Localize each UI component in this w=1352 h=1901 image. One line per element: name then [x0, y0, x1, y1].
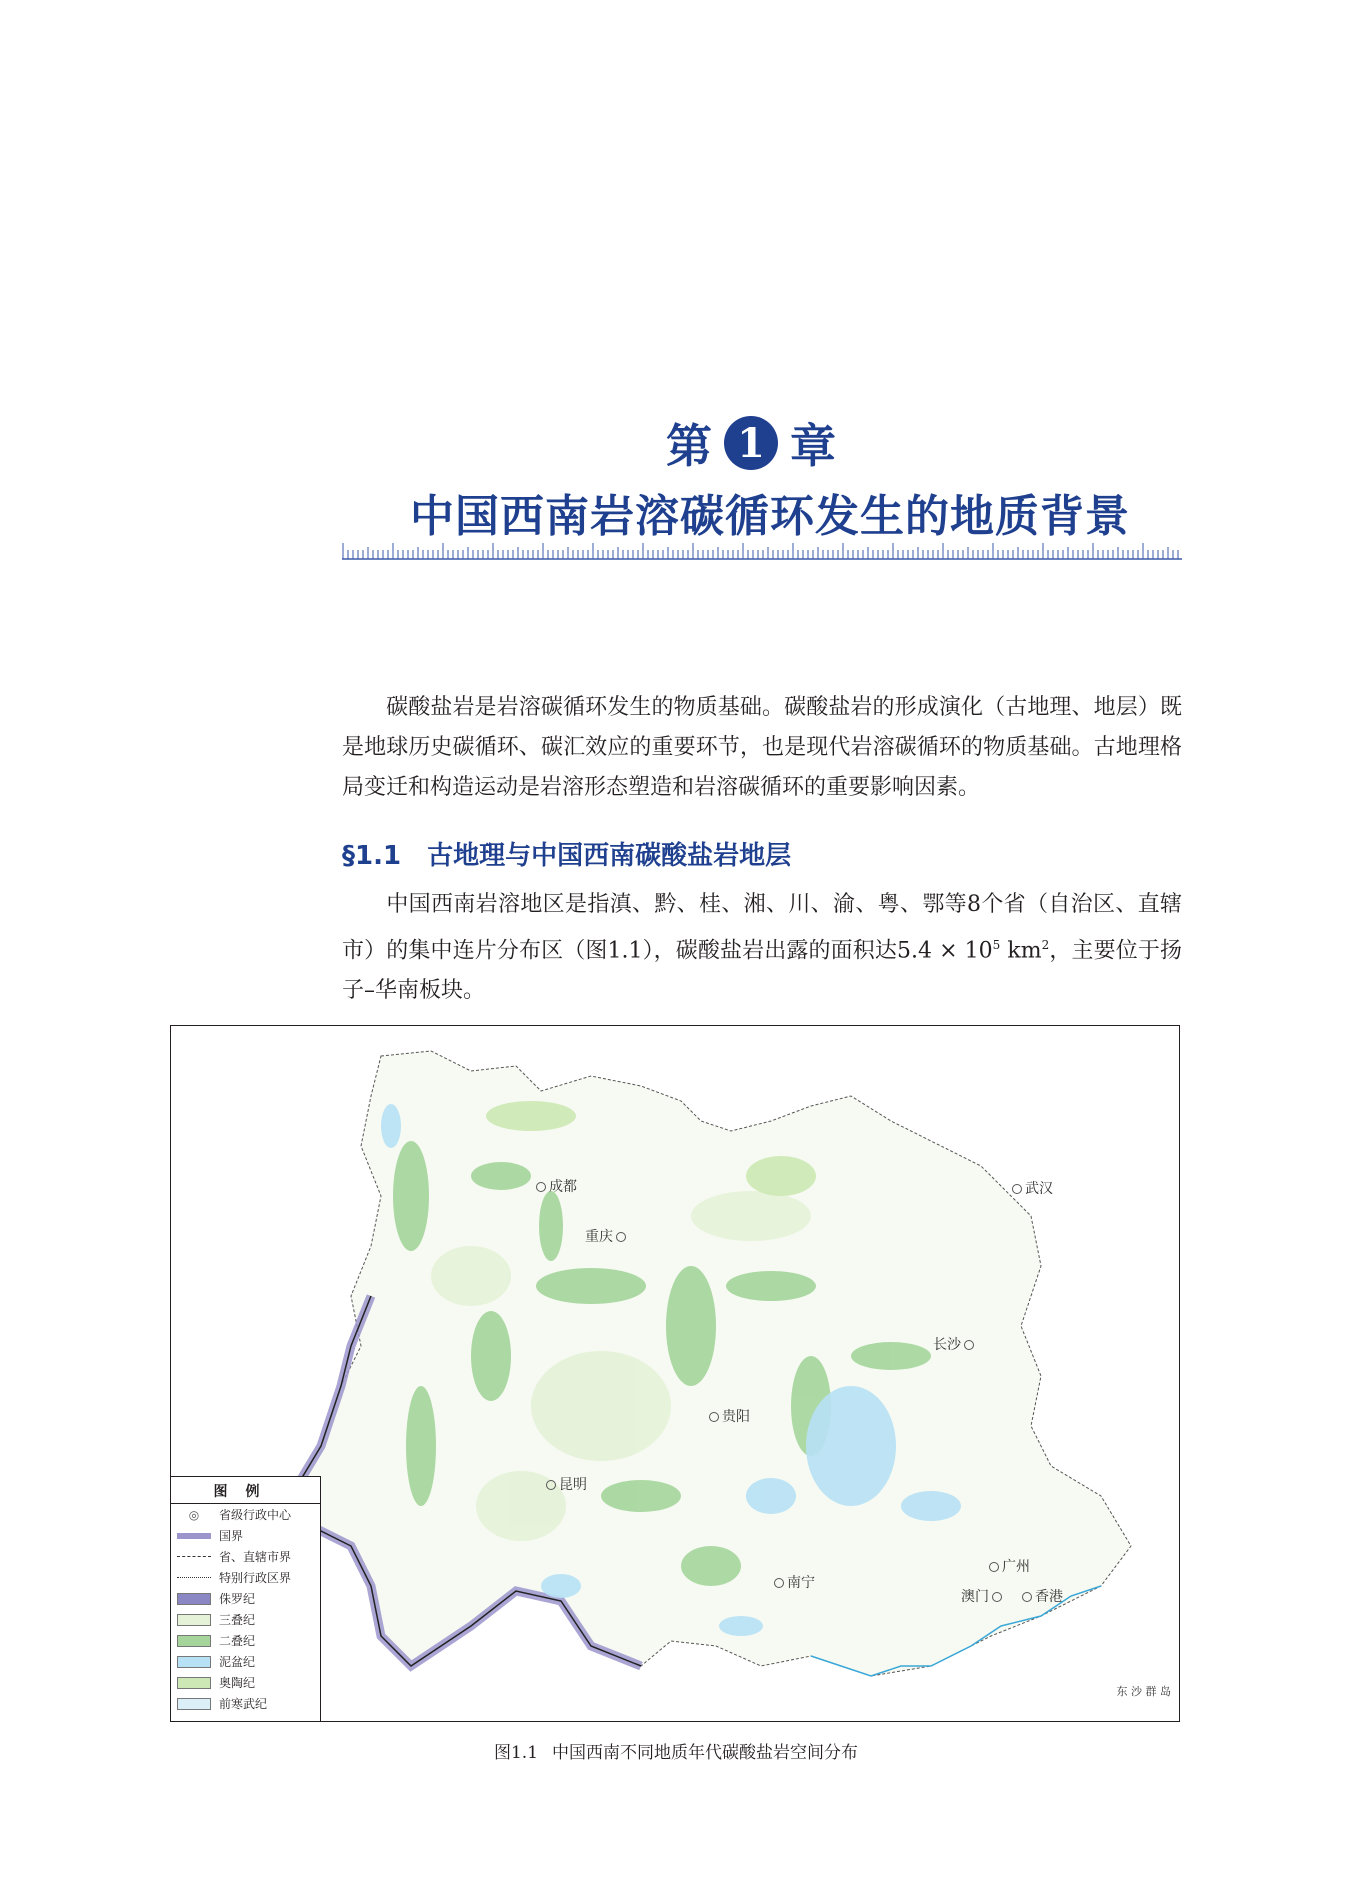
chapter-number — [0, 410, 1352, 476]
legend-item: ◎ 省级行政中心 — [188, 1507, 292, 1522]
legend-item: 三叠纪 — [171, 1609, 320, 1630]
city-hongkong: 香港 — [1019, 1586, 1063, 1606]
city-guiyang: 贵阳 — [706, 1406, 750, 1426]
section-title: 古地理与中国西南碳酸盐岩地层 — [427, 841, 792, 871]
intro-paragraph: 碳酸盐岩是岩溶碳循环发生的物质基础。碳酸盐岩的形成演化（古地理、地层）既是地球历史碳循环、碳汇效应的重要环节，也是现代岩溶碳循环的物质基础。古地理格局变迁和构造运动是岩溶形态塑造和岩溶碳循环的重要影响因素。 — [342, 695, 1182, 800]
legend-item: 特别行政区界 — [171, 1567, 320, 1588]
dongsha-islands-label: 东 沙 群 岛 — [1116, 1685, 1171, 1698]
city-wuhan: 武汉 — [1009, 1178, 1053, 1198]
figure-caption — [0, 1738, 1352, 1763]
section-heading — [342, 835, 791, 872]
title-ruler — [342, 542, 1182, 560]
map-canvas — [171, 1026, 1180, 1722]
legend-item: 国界 — [171, 1525, 320, 1546]
city-macau: 澳门 — [961, 1586, 1005, 1606]
chapter-title: 中国西南岩溶碳循环发生的地质背景 — [410, 491, 1130, 542]
chapter-prefix: 第 — [666, 419, 712, 473]
caption-text: 中国西南不同地质年代碳酸盐岩空间分布 — [552, 1743, 859, 1763]
city-kunming: 昆明 — [543, 1474, 587, 1494]
map-legend — [171, 1476, 321, 1721]
section-number: §1.1 — [342, 841, 402, 871]
city-chengdu: 成都 — [533, 1176, 577, 1196]
karst-map-figure — [170, 1025, 1180, 1722]
legend-item: 泥盆纪 — [171, 1651, 320, 1672]
city-chongqing: 重庆 — [585, 1226, 629, 1246]
city-guangzhou: 广州 — [986, 1556, 1030, 1576]
legend-item: 奥陶纪 — [171, 1672, 320, 1693]
chapter-suffix: 章 — [790, 419, 836, 473]
legend-item: 侏罗纪 — [171, 1588, 320, 1609]
city-nanning: 南宁 — [771, 1572, 815, 1592]
caption-number: 图1.1 — [493, 1743, 539, 1763]
legend-item: 前寒武纪 — [171, 1693, 320, 1714]
city-changsha: 长沙 — [933, 1334, 977, 1354]
legend-item: 省、直辖市界 — [171, 1546, 320, 1567]
chapter-number-badge: 1 — [724, 416, 778, 470]
section-paragraph: 中国西南岩溶地区是指滇、黔、桂、湘、川、渝、粤、鄂等8个省（自治区、直辖市）的集中连片分布区（图1.1），碳酸盐岩出露的面积达$5.4 \times 10^5$ $km^2$，主要位于扬子–华南板块。 — [342, 892, 1182, 1004]
legend-item: 二叠纪 — [171, 1630, 320, 1651]
legend-title: 图例 — [171, 1477, 320, 1504]
